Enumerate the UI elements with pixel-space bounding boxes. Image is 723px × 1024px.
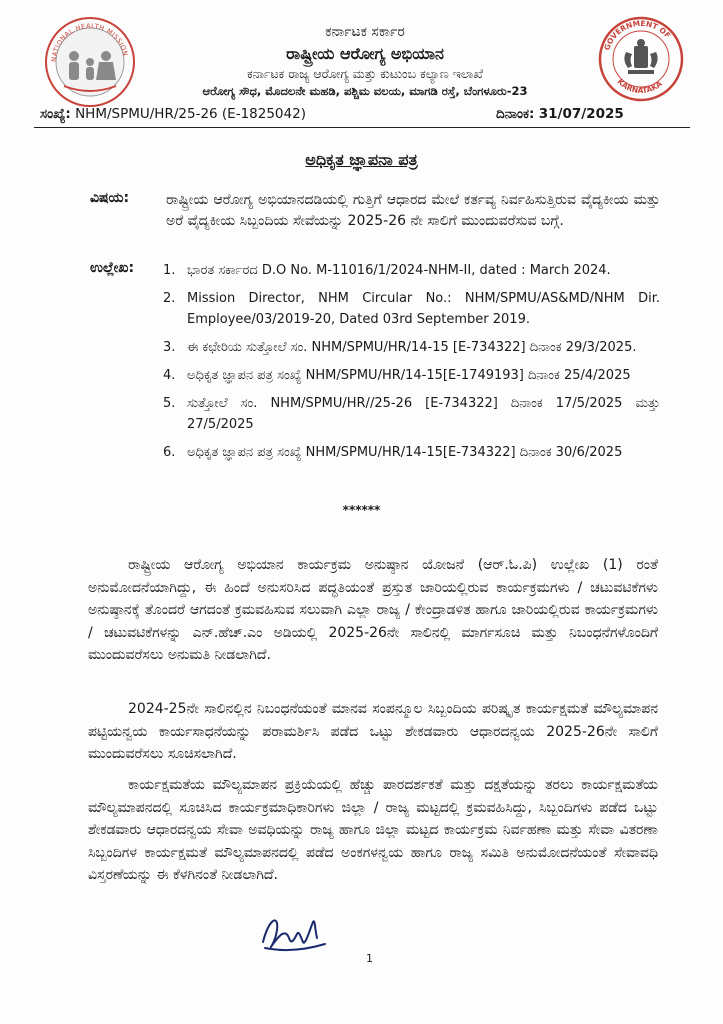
reference-number [40,106,306,122]
reference-item-number: 4. [163,368,176,383]
letterhead-address: ಆರೋಗ್ಯ ಸೌಧ, ಮೊದಲನೇ ಮಹಡಿ, ಪಶ್ಚಿಮ ವಲಯ, ಮಾಗಡಿ ರಸ್ತೆ, ಬೆಂಗಳೂರು-23 [202,84,528,98]
emblem-text-top: GOVERNMENT OF [602,18,673,52]
reference-item [163,393,660,435]
body-paragraph: 2024-25ನೇ ಸಾಲಿನಲ್ಲಿನ ನಿಬಂಧನೆಯಂತೆ ಮಾನವ ಸಂಪನ್ಮೂಲ ಸಿಬ್ಬಂದಿಯ ಪರಿಷ್ಕೃತ ಕಾರ್ಯಕ್ಷಮತೆ ಮೌಲ್ಯಮಾಪನ ಪಟ್ಟಿಯನ್ವಯ ಕಾರ್ಯಸಾಧನೆಯನ್ನು ಪರಾಮರ್ಶಿಸಿ ಪಡೆದ ಒಟ್ಟು ಶೇಕಡವಾರು ಆಧಾರದನ್ವಯ 2025-26ನೇ ಸಾಲಿಗೆ ಮುಂದುವರೆಸಲು ಸೂಚಿಸಲಾಗಿದೆ. [88,701,658,762]
date-value: 31/07/2025 [538,106,624,122]
reference-item-text: Mission Director, NHM Circular No.: NHM/SPMU/AS&MD/NHM Dir. Employee/03/2019-20, Dated 03rd September 2019. [187,291,660,327]
references-label: ಉಲ್ಲೇಖ: [90,260,135,276]
reference-item [163,337,660,358]
letterhead-mission: ರಾಷ್ಟ್ರೀಯ ಆರೋಗ್ಯ ಅಭಿಯಾನ [286,44,444,63]
subject-label: ವಿಷಯ: [90,190,130,206]
nhm-logo-text: NATIONAL HEALTH MISSION [49,21,130,63]
reference-number-label: ಸಂಖ್ಯೆ: [40,106,71,122]
reference-item-text: ಅಧಿಕೃತ ಜ್ಞಾಪನ ಪತ್ರ ಸಂಖ್ಯೆ NHM/SPMU/HR/14-15[E-734322] ದಿನಾಂಕ 30/6/2025 [187,445,623,460]
letterhead-government: ಕರ್ನಾಟಕ ಸರ್ಕಾರ [325,24,405,40]
emblem-text-bottom: KARNATAKA [615,76,664,96]
letterhead-department: ಕರ್ನಾಟಕ ರಾಜ್ಯ ಆರೋಗ್ಯ ಮತ್ತು ಕುಟುಂಬ ಕಲ್ಯಾಣ ಇಲಾಖೆ [247,66,483,81]
signature-icon [255,908,335,958]
reference-item [163,365,660,386]
reference-number-value: NHM/SPMU/HR/25-26 (E-1825042) [75,106,306,122]
reference-item [163,442,660,463]
reference-item-number: 2. [163,291,176,306]
reference-date [496,106,624,122]
page-number: 1 [366,952,373,965]
karnataka-emblem-icon [598,16,684,102]
reference-item-text: ಭಾರತ ಸರ್ಕಾರದ D.O No. M-11016/1/2024-NHM-II, dated : March 2024. [187,263,611,278]
body-paragraph: ಕಾರ್ಯಕ್ಷಮತೆಯ ಮೌಲ್ಯಮಾಪನ ಪ್ರಕ್ರಿಯೆಯಲ್ಲಿ ಹೆಚ್ಚು ಪಾರದರ್ಶಕತೆ ಮತ್ತು ದಕ್ಷತೆಯನ್ನು ತರಲು ಕಾರ್ಯಕ್ಷಮತೆಯ ಮೌಲ್ಯಮಾಪನದಲ್ಲಿ ಸೂಚಿಸಿದ ಕಾರ್ಯಕ್ರಮಾಧಿಕಾರಿಗಳು ಜಿಲ್ಲಾ / ರಾಜ್ಯ ಮಟ್ಟದಲ್ಲಿ ಕ್ರಮವಹಿಸಿದ್ದು, ಸಿಬ್ಬಂದಿಗಳು ಪಡೆದ ಒಟ್ಟು ಶೇಕಡವಾರು ಆಧಾರದನ್ವಯ ಸೇವಾ ಅವಧಿಯನ್ನು ರಾಜ್ಯ ಹಾಗೂ ಜಿಲ್ಲಾ ಮಟ್ಟದ ಕಾರ್ಯಕ್ರಮ ನಿರ್ವಹಣಾ ಮತ್ತು ಸೇವಾ ವಿತರಣಾ ಸಿಬ್ಬಂದಿಗಳ ಕಾರ್ಯಕ್ಷಮತೆ ಮೌಲ್ಯಮಾಪನದಲ್ಲಿ ಪಡೆದ ಅಂಕಗಳನ್ವಯ ಹಾಗೂ ರಾಜ್ಯ ಸಮಿತಿ ಅನುಮೋದನೆಯಂತೆ ಸೇವಾವಧಿ ವಿಸ್ತರಣೆಯನ್ನು ಈ ಕೆಳಗಿನಂತೆ ನೀಡಲಾಗಿದೆ. [88,777,658,883]
reference-item-number: 3. [163,340,176,355]
reference-item-number: 6. [163,445,176,460]
reference-item [163,288,660,330]
nhm-logo-icon [44,16,136,108]
reference-item-number: 1. [163,263,176,278]
reference-item-text: ಈ ಕಛೇರಿಯ ಸುತ್ತೋಲೆ ಸಂ. NHM/SPMU/HR/14-15 [E-734322] ದಿನಾಂಕ 29/3/2025. [187,340,637,355]
references-list [163,260,660,470]
document-title: ಅಧಿಕೃತ ಜ್ಞಾಪನಾ ಪತ್ರ [305,150,418,169]
svg-text:KARNATAKA [616,77,664,95]
reference-item-number: 5. [163,396,176,411]
subject-text: ರಾಷ್ಟ್ರೀಯ ಆರೋಗ್ಯ ಅಭಿಯಾನದಡಿಯಲ್ಲಿ ಗುತ್ತಿಗೆ ಆಧಾರದ ಮೇಲೆ ಕರ್ತವ್ಯ ನಿರ್ವಹಿಸುತ್ತಿರುವ ವೈದ್ಯಕೀಯ ಮತ್ತು ಅರೆ ವೈದ್ಯಕೀಯ ಸಿಬ್ಬಂದಿಯ ಸೇವೆಯನ್ನು 2025-26 ನೇ ಸಾಲಿಗೆ ಮುಂದುವರೆಸುವ ಬಗ್ಗೆ. [166,192,660,229]
reference-item-text: ಸುತ್ತೋಲೆ ಸಂ. NHM/SPMU/HR//25-26 [E-734322] ದಿನಾಂಕ 17/5/2025 ಮತ್ತು 27/5/2025 [187,396,660,432]
reference-item [163,260,660,281]
date-label: ದಿನಾಂಕ: [496,106,535,122]
reference-item-text: ಅಧಿಕೃತ ಜ್ಞಾಪನ ಪತ್ರ ಸಂಖ್ಯೆ NHM/SPMU/HR/14-15[E-1749193] ದಿನಾಂಕ 25/4/2025 [187,368,631,383]
section-separator: ****** [342,503,381,517]
body-paragraph: ರಾಷ್ಟ್ರೀಯ ಆರೋಗ್ಯ ಅಭಿಯಾನ ಕಾರ್ಯಕ್ರಮ ಅನುಷ್ಠಾನ ಯೋಜನೆ (ಆರ್.ಓ.ಪಿ) ಉಲ್ಲೇಖ (1) ರಂತೆ ಅನುಮೋದನೆಯಾಗಿದ್ದು, ಈ ಹಿಂದೆ ಅನುಸರಿಸಿದ ಪದ್ಧತಿಯಂತೆ ಪ್ರಸ್ತುತ ಜಾರಿಯಲ್ಲಿರುವ ಕಾರ್ಯಕ್ರಮಗಳು / ಚಟುವಟಿಕೆಗಳು ಅನುಷ್ಠಾನಕ್ಕೆ ತೊಂದರೆ ಆಗದಂತೆ ಕ್ರಮವಹಿಸುವ ಸಲುವಾಗಿ ಎಲ್ಲಾ ರಾಜ್ಯ / ಕೇಂದ್ರಾಡಳಿತ ಹಾಗೂ ಜಾರಿಯಲ್ಲಿರುವ ಕಾರ್ಯಕ್ರಮಗಳು / ಚಟುವಟಿಕೆಗಳನ್ನು ಎನ್.ಹೆಚ್.ಎಂ ಅಡಿಯಲ್ಲಿ 2025-26ನೇ ಸಾಲಿನಲ್ಲಿ ಮಾರ್ಗಸೂಚಿ ಮತ್ತು ನಿಬಂಧನೆಗಳೊಂದಿಗೆ ಮುಂದುವರೆಸಲು ಅನುಮತಿ ನೀಡಲಾಗಿದೆ. [88,557,658,663]
header-divider [34,127,690,128]
